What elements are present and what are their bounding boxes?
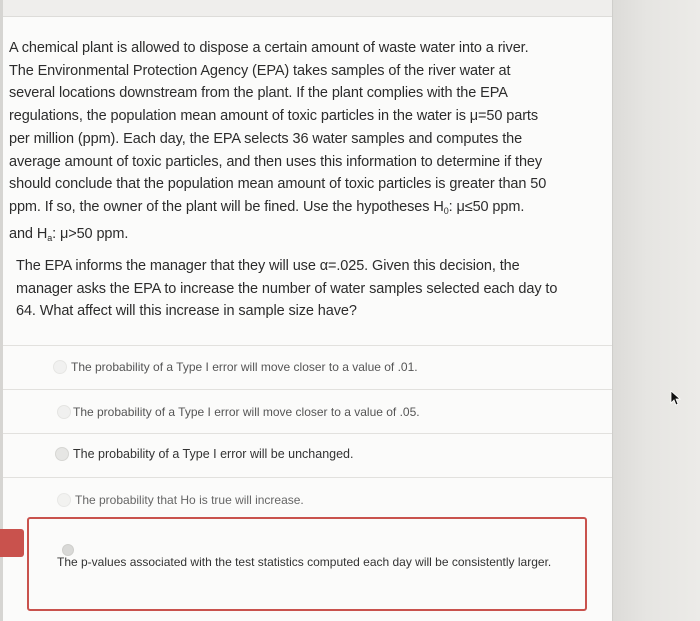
mouse-pointer-icon <box>670 390 682 406</box>
card-header-bar <box>3 0 612 17</box>
answer-label: The probability of a Type I error will move closer to a value of .01. <box>71 360 418 374</box>
answer-label: The probability that Ho is true will increase. <box>75 493 304 507</box>
question-line: The EPA informs the manager that they will use α=.025. Given this decision, the <box>16 258 520 274</box>
radio-button[interactable] <box>55 447 69 461</box>
question-line: A chemical plant is allowed to dispose a certain amount of waste water into a river. <box>9 40 529 56</box>
radio-button[interactable] <box>57 493 71 507</box>
question-followup <box>16 255 557 323</box>
answer-label: The probability of a Type I error will be unchanged. <box>73 447 354 461</box>
question-line: ppm. If so, the owner of the plant will be fined. Use the hypotheses H <box>9 198 444 215</box>
answer-option-4[interactable] <box>3 477 612 522</box>
null-hypothesis: : μ≤50 ppm. <box>448 198 525 215</box>
question-line: several locations downstream from the plant. If the plant complies with the EPA <box>9 85 508 102</box>
question-line: The Environmental Protection Agency (EPA) takes samples of the river water at <box>9 62 511 79</box>
radio-button[interactable] <box>57 405 71 419</box>
question-line: 64. What affect will this increase in sample size have? <box>16 303 357 320</box>
subscript-0: 0 <box>443 205 449 216</box>
answer-option-1[interactable] <box>3 345 612 390</box>
answer-option-5-selected[interactable] <box>27 517 587 611</box>
alternative-hypothesis: : μ>50 ppm. <box>52 225 129 242</box>
question-line: should conclude that the population mean amount of toxic particles is greater than 50 <box>9 176 547 193</box>
answer-label: The p-values associated with the test statistics computed each day will be consistently larger. <box>57 555 552 569</box>
question-line: average amount of toxic particles, and then uses this information to determine if they <box>9 153 543 170</box>
question-text <box>9 37 546 249</box>
right-margin <box>612 0 700 621</box>
question-line: manager asks the EPA to increase the number of water samples selected each day to <box>16 280 558 297</box>
answer-option-2[interactable] <box>3 389 612 434</box>
hypothesis-null-line <box>9 196 546 223</box>
question-line: regulations, the population mean amount of toxic particles in the water is μ=50 parts <box>9 108 539 125</box>
answer-label: The probability of a Type I error will move closer to a value of .05. <box>73 405 420 419</box>
answer-option-3[interactable] <box>3 433 612 478</box>
radio-button[interactable] <box>53 360 67 374</box>
subscript-a: a <box>47 232 53 243</box>
hypothesis-alt-line <box>9 223 546 250</box>
question-line: per million (ppm). Each day, the EPA selects 36 water samples and computes the <box>9 130 523 147</box>
incorrect-flag <box>0 529 24 557</box>
question-line: and H <box>9 225 48 242</box>
